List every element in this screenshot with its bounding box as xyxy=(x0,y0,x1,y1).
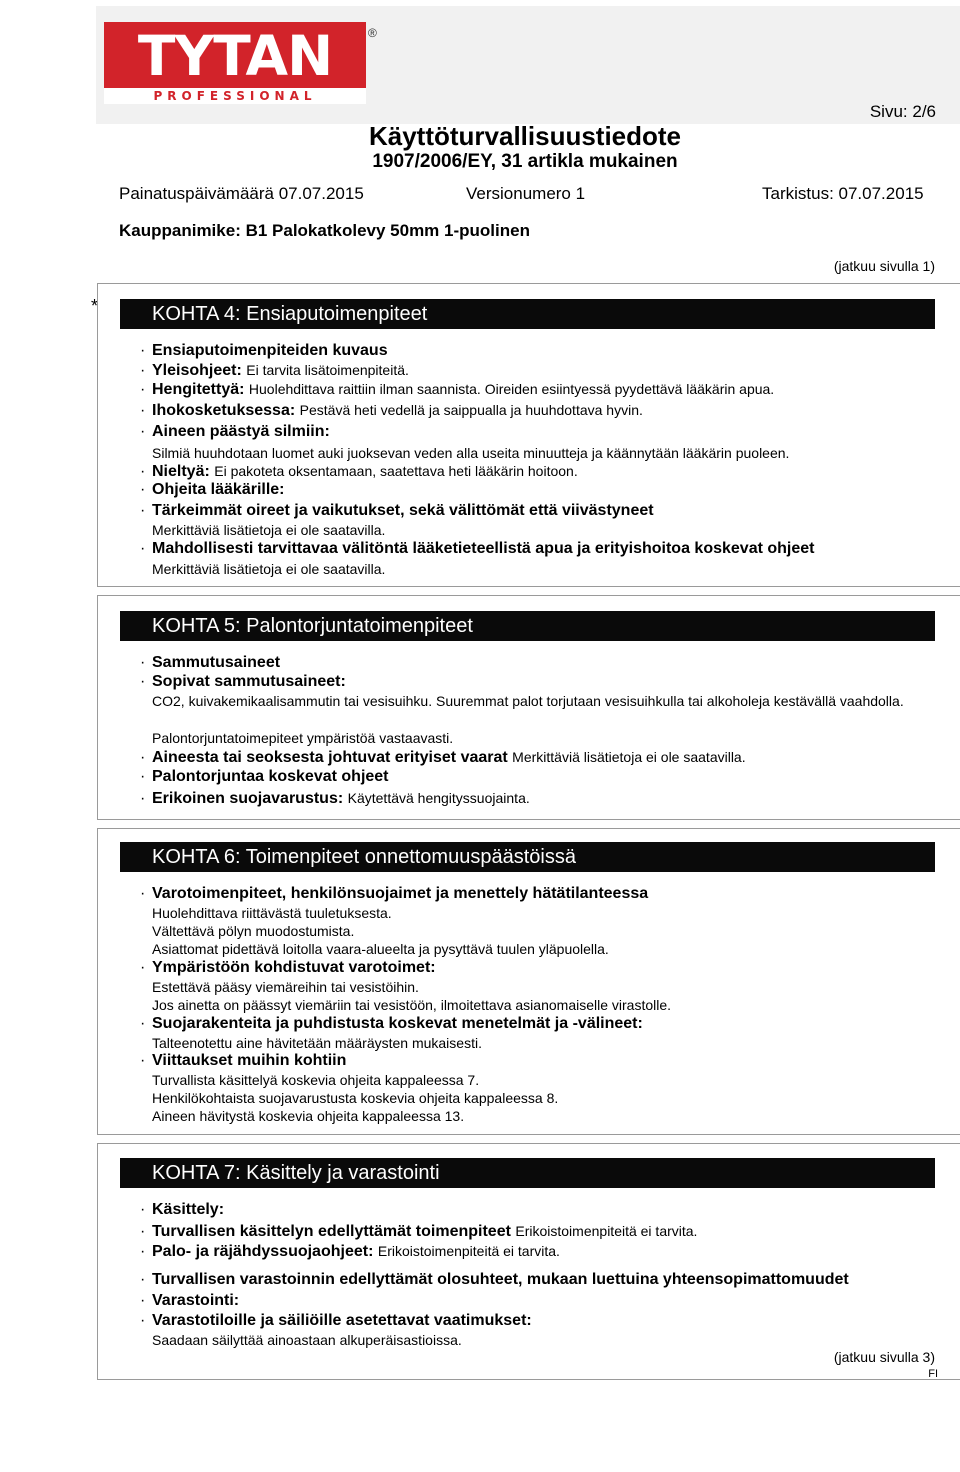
s4-doctor: · Ohjeita lääkärille: xyxy=(140,481,285,498)
s7-requirements-label: · Varastotiloille ja säiliöille asetettavat vaatimukset: xyxy=(140,1312,532,1329)
s6-refs-1: Turvallista käsittelyä koskevia ohjeita kappaleessa 7. xyxy=(152,1072,480,1088)
logo-subtitle: PROFESSIONAL xyxy=(153,89,317,103)
s7-storage: · Varastointi: xyxy=(140,1292,240,1309)
s6-refs-2: Henkilökohtaista suojavarustusta koskevia ohjeita kappaleessa 8. xyxy=(152,1090,559,1106)
logo-title: TYTAN xyxy=(137,24,333,88)
page-number: Sivu: 2/6 xyxy=(869,102,936,121)
s6-refs-label: · Viittaukset muihin kohtiin xyxy=(140,1052,347,1069)
continued-from: (jatkuu sivulla 1) xyxy=(833,258,935,274)
language-code: FI xyxy=(928,1368,938,1380)
section-5-header: KOHTA 5: Palontorjuntatoimenpiteet xyxy=(120,611,935,641)
document-title: Käyttöturvallisuustiedote xyxy=(368,121,682,151)
registered-mark: ® xyxy=(368,26,377,40)
s6-cleanup-1: Talteenotettu aine hävitetään määräysten mukaisesti. xyxy=(152,1035,482,1051)
version-number: Versionumero 1 xyxy=(466,184,586,203)
s5-ppe: · Erikoinen suojavarustus: Käytettävä hengityssuojainta. xyxy=(140,790,530,807)
revision-marker: * xyxy=(91,296,99,316)
s6-env-1: Estettävä pääsy viemäreihin tai vesistöihin. xyxy=(152,979,419,995)
section-4-header: KOHTA 4: Ensiaputoimenpiteet xyxy=(120,299,935,329)
s4-symptoms-text: Merkittäviä lisätietoja ei ole saatavilla. xyxy=(152,522,386,538)
s4-medical-label: · Mahdollisesti tarvittavaa välitöntä lääketieteellistä apua ja erityishoitoa koskevat ohjeet xyxy=(140,540,815,557)
document-subtitle: 1907/2006/EY, 31 artikla mukainen xyxy=(372,151,678,172)
s6-personal-2: Vältettävä pölyn muodostumista. xyxy=(152,923,355,939)
s5-media: · Sammutusaineet xyxy=(140,654,281,671)
s4-ingestion: · Nieltyä: Ei pakoteta oksentamaan, saatettava heti lääkärin hoitoon. xyxy=(140,463,578,480)
s7-storage-conditions: · Turvallisen varastoinnin edellyttämät olosuhteet, mukaan luettuina yhteensopimattomuudet xyxy=(140,1271,849,1288)
s6-env-2: Jos ainetta on päässyt viemäriin tai vesistöön, ilmoitettava asianomaiselle virastolle. xyxy=(152,997,672,1013)
continued-to: (jatkuu sivulla 3) xyxy=(833,1349,935,1365)
print-date: Painatuspäivämäärä 07.07.2015 xyxy=(119,184,364,203)
s5-suitable-text: CO2, kuivakemikaalisammutin tai vesisuihku. Suuremmat palot torjutaan vesisuihkulla tai alkoholeja kestävällä vaahdolla. xyxy=(152,693,904,709)
s7-handling: · Käsittely: xyxy=(140,1201,225,1218)
s6-personal-label: · Varotoimenpiteet, henkilönsuojaimet ja menettely hätätilanteessa xyxy=(140,885,649,902)
section-7-header: KOHTA 7: Käsittely ja varastointi xyxy=(120,1158,935,1188)
s6-refs-3: Aineen hävitystä koskevia ohjeita kappaleessa 13. xyxy=(152,1108,465,1124)
s5-hazards: · Aineesta tai seoksesta johtuvat erityiset vaarat Merkittäviä lisätietoja ei ole saatavilla. xyxy=(140,749,746,766)
s7-requirements-text: Saadaan säilyttää ainoastaan alkuperäisastioissa. xyxy=(152,1332,462,1348)
s4-symptoms-label: · Tärkeimmät oireet ja vaikutukset, sekä välittömät että viivästyneet xyxy=(140,502,654,519)
s5-suitable-label: · Sopivat sammutusaineet: xyxy=(140,673,346,690)
s4-eye-label: · Aineen päästyä silmiin: xyxy=(140,423,330,440)
s5-advice: · Palontorjuntaa koskevat ohjeet xyxy=(140,768,389,785)
tytan-logo xyxy=(104,22,366,104)
s4-description: · Ensiaputoimenpiteiden kuvaus xyxy=(140,342,388,359)
review-date: Tarkistus: 07.07.2015 xyxy=(762,184,924,203)
s6-env-label: · Ympäristöön kohdistuvat varotoimet: xyxy=(140,959,436,976)
s6-personal-1: Huolehdittava riittävästä tuuletuksesta. xyxy=(152,905,392,921)
section-6-header: KOHTA 6: Toimenpiteet onnettomuuspäästöissä xyxy=(120,842,935,872)
s5-suitable-text-2: Palontorjuntatoimepiteet ympäristöä vastaavasti. xyxy=(152,730,454,746)
s4-eye-text: Silmiä huuhdotaan luomet auki juoksevan veden alla useita minuutteja ja käännytään lääkärin puoleen. xyxy=(152,445,790,461)
s4-skin: · Ihokosketuksessa: Pestävä heti vedellä ja saippualla ja huuhdottava hyvin. xyxy=(140,402,643,419)
trade-name: Kauppanimike: B1 Palokatkolevy 50mm 1-puolinen xyxy=(119,221,530,240)
s4-medical-text: Merkittäviä lisätietoja ei ole saatavilla. xyxy=(152,561,386,577)
s4-inhalation: · Hengitettyä: Huolehdittava raittiin ilman saannista. Oireiden esiintyessä pyydettävä lääkärin apua. xyxy=(140,381,775,398)
s7-safe: · Turvallisen käsittelyn edellyttämät toimenpiteet Erikoistoimenpiteitä ei tarvita. xyxy=(140,1223,698,1240)
s4-general: · Yleisohjeet: Ei tarvita lisätoimenpiteitä. xyxy=(140,362,409,379)
s6-cleanup-label: · Suojarakenteita ja puhdistusta koskevat menetelmät ja -välineet: xyxy=(140,1015,643,1032)
s7-fire: · Palo- ja räjähdyssuojaohjeet: Erikoistoimenpiteitä ei tarvita. xyxy=(140,1243,560,1260)
s6-personal-3: Asiattomat pidettävä loitolla vaara-alueelta ja pysyttävä tuulen yläpuolella. xyxy=(152,941,609,957)
